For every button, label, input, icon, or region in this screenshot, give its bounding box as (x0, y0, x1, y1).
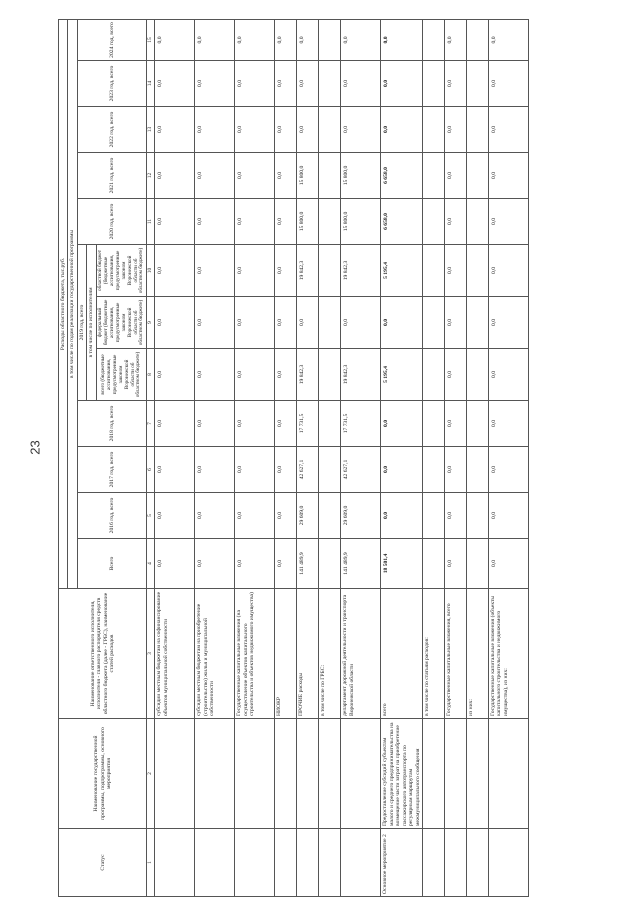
value-cell: 0,0 (381, 20, 423, 61)
value-cell (319, 199, 341, 245)
indicator-cell: в том числе по ГРБС: (319, 589, 341, 719)
value-cell: 0,0 (297, 20, 319, 61)
value-cell: 0,0 (235, 245, 275, 297)
table-row (488, 20, 528, 897)
value-cell: 29 609,0 (297, 493, 319, 539)
value-cell: 0,0 (275, 153, 297, 199)
value-cell: 42 627,1 (341, 447, 381, 493)
value-cell: 0,0 (297, 61, 319, 107)
value-cell: 19 842,3 (297, 245, 319, 297)
value-cell: 141 489,9 (341, 539, 381, 589)
value-cell: 0,0 (381, 447, 423, 493)
y2019-federal-col: федеральный бюджет (бюджетные ассигнования, предусмотренные законом Воронежской области об областном бюджете) (96, 297, 147, 349)
column-index-cell: 6 (147, 447, 155, 493)
value-cell: 17 731,5 (297, 401, 319, 447)
value-cell: 0,0 (195, 61, 235, 107)
value-cell: 0,0 (275, 245, 297, 297)
expenses-table (58, 19, 529, 897)
status-cell (488, 829, 528, 897)
column-index-cell: 13 (147, 107, 155, 153)
value-cell: 0,0 (488, 401, 528, 447)
value-cell: 19 842,3 (297, 349, 319, 401)
value-cell: 0,0 (195, 447, 235, 493)
column-index-cell: 2 (147, 719, 155, 829)
value-cell: 15 800,0 (297, 153, 319, 199)
value-cell: 0,0 (155, 297, 195, 349)
status-cell (422, 829, 444, 897)
value-cell: 0,0 (275, 539, 297, 589)
y2019-total-col: всего (бюджетные ассигнования, предусмотренные законом Воронежской области об областном бюджете) (96, 349, 147, 401)
program-cell (488, 719, 528, 829)
status-cell (297, 829, 319, 897)
value-cell (422, 153, 444, 199)
value-cell (422, 493, 444, 539)
program-cell (422, 719, 444, 829)
value-cell (319, 61, 341, 107)
value-cell: 0,0 (235, 199, 275, 245)
value-cell: 0,0 (444, 349, 466, 401)
value-cell: 0,0 (444, 107, 466, 153)
column-index-cell: 4 (147, 539, 155, 589)
value-cell (319, 245, 341, 297)
indicator-cell: субсидии местным бюджетам на приобретение (строительство) жилья и муниципальной собственности (195, 589, 235, 719)
value-cell: 0,0 (155, 447, 195, 493)
status-cell (319, 829, 341, 897)
table-row (341, 20, 381, 897)
program-cell (235, 719, 275, 829)
status-cell (275, 829, 297, 897)
value-cell: 0,0 (275, 493, 297, 539)
y2016-header: 2016 год, всего (77, 493, 147, 539)
y2021-header: 2021 год, всего (77, 153, 147, 199)
column-index-cell: 15 (147, 20, 155, 61)
column-index-cell: 9 (147, 297, 155, 349)
indicator-cell: ПРОЧИЕ расходы (297, 589, 319, 719)
value-cell (466, 245, 488, 297)
column-index-cell: 5 (147, 493, 155, 539)
y2019-incl-header: в том числе по исполнителям (87, 245, 96, 401)
indicator-cell: НИОКР (275, 589, 297, 719)
value-cell: 0,0 (488, 493, 528, 539)
value-cell: 0,0 (195, 245, 235, 297)
value-cell (466, 447, 488, 493)
program-cell (297, 719, 319, 829)
indicator-cell: в том числе по статьям расходов: (422, 589, 444, 719)
value-cell: 0,0 (381, 297, 423, 349)
value-cell (319, 401, 341, 447)
total-header: Всего (77, 539, 147, 589)
y2020-header: 2020 год, всего (77, 199, 147, 245)
value-cell: 0,0 (488, 447, 528, 493)
column-index-cell: 11 (147, 199, 155, 245)
value-cell: 15 800,0 (341, 153, 381, 199)
program-cell: Предоставление субсидий субъектам малого и среднего предпринимательства на возмещение части затрат на приобретение пассажирского автотранспорта по регулярным маршрутам межмуниципального сообщения (381, 719, 423, 829)
status-cell: Основное мероприятие 2 (381, 829, 423, 897)
program-cell (319, 719, 341, 829)
value-cell: 19 842,3 (341, 245, 381, 297)
value-cell (319, 153, 341, 199)
value-cell: 0,0 (444, 447, 466, 493)
value-cell (422, 447, 444, 493)
value-cell (319, 297, 341, 349)
indicator-cell: всего (381, 589, 423, 719)
value-cell: 0,0 (235, 20, 275, 61)
value-cell: 0,0 (444, 493, 466, 539)
value-cell: 141 489,9 (297, 539, 319, 589)
value-cell (319, 107, 341, 153)
value-cell (466, 20, 488, 61)
value-cell: 0,0 (195, 297, 235, 349)
value-cell: 6 658,0 (381, 153, 423, 199)
value-cell (466, 297, 488, 349)
value-cell: 0,0 (381, 61, 423, 107)
value-cell: 0,0 (341, 20, 381, 61)
table-row (319, 20, 341, 897)
indicator-cell: департамент дорожной деятельности и транспорта Воронежской области (341, 589, 381, 719)
table-row (235, 20, 275, 897)
value-cell: 0,0 (444, 297, 466, 349)
value-cell: 0,0 (155, 539, 195, 589)
status-cell (341, 829, 381, 897)
program-cell (466, 719, 488, 829)
column-index-cell: 10 (147, 245, 155, 297)
value-cell: 0,0 (195, 539, 235, 589)
table-row (381, 20, 423, 897)
program-cell (155, 719, 195, 829)
value-cell: 0,0 (488, 245, 528, 297)
column-index-cell: 1 (147, 829, 155, 897)
value-cell (466, 153, 488, 199)
table-row (275, 20, 297, 897)
value-cell: 0,0 (444, 61, 466, 107)
value-cell (466, 493, 488, 539)
value-cell: 42 627,1 (297, 447, 319, 493)
value-cell: 0,0 (444, 153, 466, 199)
value-cell: 0,0 (155, 107, 195, 153)
table-row (297, 20, 319, 897)
value-cell: 0,0 (275, 199, 297, 245)
value-cell: 0,0 (155, 61, 195, 107)
value-cell (422, 107, 444, 153)
y2022-header: 2022 год, всего (77, 107, 147, 153)
indicator-cell: субсидии местным бюджетам на софинансирование объектов муниципальной собственности (155, 589, 195, 719)
value-cell (319, 539, 341, 589)
program-name-header: Наименование государственной программы, подпрограммы, основного мероприятия (59, 719, 147, 829)
value-cell: 0,0 (381, 493, 423, 539)
program-cell (341, 719, 381, 829)
status-cell (235, 829, 275, 897)
value-cell (422, 349, 444, 401)
value-cell: 0,0 (155, 153, 195, 199)
table-row (422, 20, 444, 897)
program-cell (444, 719, 466, 829)
value-cell (422, 245, 444, 297)
value-cell: 0,0 (235, 539, 275, 589)
value-cell: 19 842,3 (341, 349, 381, 401)
column-index-cell: 8 (147, 349, 155, 401)
program-cell (275, 719, 297, 829)
indicator-cell: из них: (466, 589, 488, 719)
value-cell: 0,0 (195, 199, 235, 245)
value-cell: 29 609,0 (341, 493, 381, 539)
value-cell: 0,0 (275, 297, 297, 349)
value-cell: 0,0 (235, 447, 275, 493)
table-row (155, 20, 195, 897)
value-cell: 0,0 (341, 107, 381, 153)
value-cell: 0,0 (381, 107, 423, 153)
value-cell (319, 349, 341, 401)
table-row (444, 20, 466, 897)
value-cell (466, 107, 488, 153)
value-cell: 0,0 (488, 199, 528, 245)
value-cell: 0,0 (275, 401, 297, 447)
value-cell: 0,0 (297, 107, 319, 153)
value-cell: 0,0 (275, 447, 297, 493)
table-row (466, 20, 488, 897)
column-index-row (147, 20, 155, 897)
value-cell (422, 539, 444, 589)
value-cell (422, 297, 444, 349)
y2019-regional-col: областной бюджет (бюджетные ассигнования, предусмотренные законом Воронежской области об областном бюджете) (96, 245, 147, 297)
value-cell: 0,0 (235, 297, 275, 349)
value-cell (466, 61, 488, 107)
value-cell (466, 199, 488, 245)
value-cell: 0,0 (488, 107, 528, 153)
value-cell (466, 539, 488, 589)
value-cell: 0,0 (155, 20, 195, 61)
y2023-header: 2023 год, всего (77, 61, 147, 107)
y2017-header: 2017 год, всего (77, 447, 147, 493)
value-cell: 0,0 (235, 493, 275, 539)
value-cell: 0,0 (444, 245, 466, 297)
value-cell (422, 20, 444, 61)
value-cell (319, 20, 341, 61)
status-header: Статус (59, 829, 147, 897)
value-cell: 0,0 (488, 539, 528, 589)
column-index-cell: 3 (147, 589, 155, 719)
value-cell: 0,0 (444, 20, 466, 61)
value-cell: 6 658,0 (381, 199, 423, 245)
value-cell (319, 447, 341, 493)
value-cell (422, 61, 444, 107)
value-cell: 0,0 (275, 107, 297, 153)
value-cell: 0,0 (195, 349, 235, 401)
value-cell: 0,0 (235, 401, 275, 447)
value-cell: 0,0 (235, 107, 275, 153)
value-cell: 0,0 (195, 493, 235, 539)
value-cell (422, 199, 444, 245)
column-index-cell: 12 (147, 153, 155, 199)
program-cell (195, 719, 235, 829)
value-cell: 0,0 (155, 349, 195, 401)
value-cell: 0,0 (195, 107, 235, 153)
indicator-name-header: Наименование ответственного исполнителя, исполнителя - главного распорядителя средств областного бюджета (далее - ГРБС), наименование статей расходов (59, 589, 147, 719)
value-cell: 0,0 (488, 297, 528, 349)
expenses-subtitle: в том числе по годам реализации государственной программы (68, 20, 77, 589)
value-cell: 0,0 (235, 153, 275, 199)
indicator-cell: Государственные капитальные вложения (объекты капитального строительства и недвижимого имущества), из них: (488, 589, 528, 719)
value-cell: 0,0 (235, 349, 275, 401)
page-number: 23 (27, 440, 43, 455)
status-cell (155, 829, 195, 897)
value-cell: 5 195,4 (381, 245, 423, 297)
expenses-title: Расходы областного бюджета, тыс.руб. (59, 20, 68, 589)
value-cell: 0,0 (444, 539, 466, 589)
indicator-cell: Государственные капитальные вложения (на осуществление объектов капитального строительства и объектов недвижимого имущества) (235, 589, 275, 719)
value-cell: 0,0 (155, 245, 195, 297)
value-cell: 0,0 (275, 20, 297, 61)
y2024-header: 2024 год, всего (77, 20, 147, 61)
value-cell: 0,0 (155, 199, 195, 245)
value-cell: 17 731,5 (341, 401, 381, 447)
value-cell: 5 195,4 (381, 349, 423, 401)
value-cell: 0,0 (155, 493, 195, 539)
value-cell: 0,0 (341, 297, 381, 349)
column-index-cell: 7 (147, 401, 155, 447)
value-cell (422, 401, 444, 447)
value-cell: 0,0 (275, 61, 297, 107)
value-cell: 0,0 (444, 401, 466, 447)
value-cell (466, 349, 488, 401)
value-cell: 18 501,4 (381, 539, 423, 589)
value-cell: 0,0 (381, 401, 423, 447)
column-index-cell: 14 (147, 61, 155, 107)
value-cell (319, 493, 341, 539)
y2019-header: 2019 год, всего (77, 245, 86, 401)
status-cell (195, 829, 235, 897)
value-cell: 0,0 (444, 199, 466, 245)
table-row (195, 20, 235, 897)
value-cell: 15 800,0 (297, 199, 319, 245)
value-cell: 0,0 (195, 401, 235, 447)
value-cell: 0,0 (195, 20, 235, 61)
status-cell (444, 829, 466, 897)
value-cell (466, 401, 488, 447)
value-cell: 0,0 (155, 401, 195, 447)
status-cell (466, 829, 488, 897)
indicator-cell: Государственные капитальные вложения, всего (444, 589, 466, 719)
value-cell: 0,0 (297, 297, 319, 349)
value-cell: 0,0 (488, 61, 528, 107)
value-cell: 0,0 (195, 153, 235, 199)
value-cell: 0,0 (488, 20, 528, 61)
value-cell: 0,0 (235, 61, 275, 107)
y2018-header: 2018 год, всего (77, 401, 147, 447)
value-cell: 0,0 (341, 61, 381, 107)
value-cell: 15 800,0 (341, 199, 381, 245)
value-cell: 0,0 (488, 153, 528, 199)
value-cell: 0,0 (275, 349, 297, 401)
value-cell: 0,0 (488, 349, 528, 401)
